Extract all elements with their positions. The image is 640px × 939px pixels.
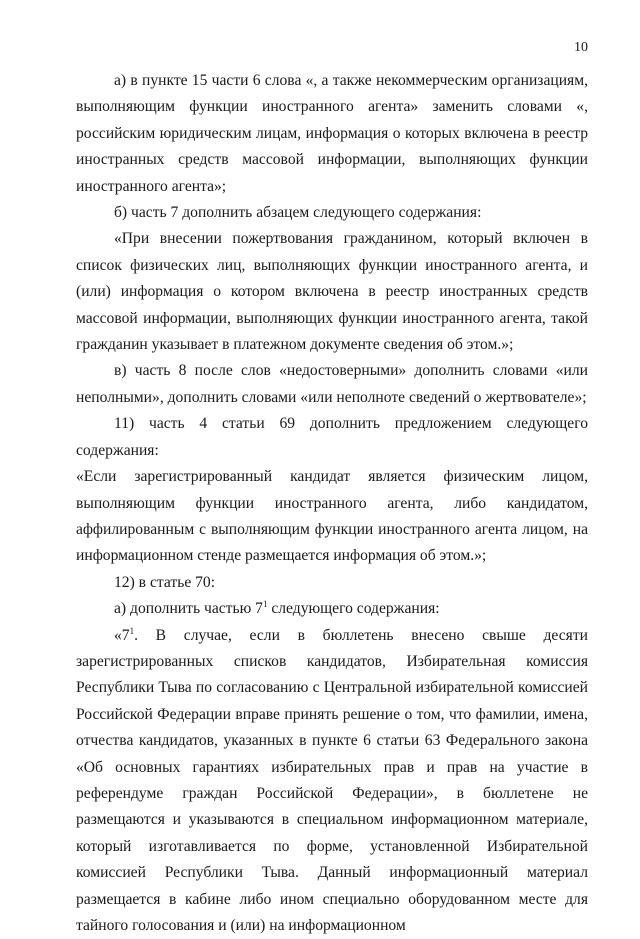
paragraph-quote-donation: «При внесении пожертвования гражданином, который включен в список физических лиц, выполняющих функции иностранного агента, и (или) информация о котором включена в реестр иностранных средств массовой информации, выполняющих функции иностранного агента, такой гражданин указывает в платежном документе сведения об этом.»; xyxy=(76,230,588,354)
paragraph-item-12: 12) в статье 70: xyxy=(114,573,216,591)
paragraph-a-text-after: следующего содержания: xyxy=(267,600,440,618)
part-7-1-prefix: «7 xyxy=(114,626,130,644)
paragraph-a-superscript: 1 xyxy=(262,599,268,610)
paragraph-item-v: в) часть 8 после слов «недостоверными» дополнить словами «или неполными», дополнить словами «или неполноте сведений о жертвователе»; xyxy=(76,362,588,406)
document-body xyxy=(76,68,588,939)
paragraph-item-b: б) часть 7 дополнить абзацем следующего содержания: xyxy=(114,204,482,222)
paragraph-item-a-7-1 xyxy=(76,596,588,622)
paragraph-quote-candidate: «Если зарегистрированный кандидат является физическим лицом, выполняющим функции иностранного агента, либо кандидатом, аффилированным с выполняющим функции иностранного агента лицом, на информационном стенде размещается информация об этом.»; xyxy=(76,468,588,565)
paragraph-item-a-15: а) в пункте 15 части 6 слова «, а также некоммерческим организациям, выполняющим функции иностранного агента» заменить словами «, российским юридическим лицам, информация о которых включена в реестр иностранных средств массовой информации, выполняющих функции иностранного агента»; xyxy=(76,72,588,195)
paragraph-item-11: 11) часть 4 статьи 69 дополнить предложением следующего содержания: xyxy=(76,415,588,459)
paragraph-a-text-before: а) дополнить частью 7 xyxy=(114,600,263,618)
part-7-1-text: . В случае, если в бюллетень внесено свыше десяти зарегистрированных списков кандидатов, Избирательная комиссия Республики Тыва по согласованию с Центральной избирательной комиссией Российской Федерации вправе принять решение о том, что фамилии, имена, отчества кандидатов, указанных в пункте 6 статьи 63 Федерального закона «Об основных гарантиях избирательных прав и прав на участие в референдуме граждан Российской Федерации», в бюллетене не размещаются и указываются в специальном информационном материале, который изготавливается по форме, установленной Избирательной комиссией Республики Тыва. Данный информационный материал размещается в кабине либо ином специально оборудованном месте для тайного голосования и (или) на информационном xyxy=(76,626,588,934)
page-number: 10 xyxy=(574,40,588,55)
paragraph-part-7-1 xyxy=(76,623,588,939)
part-7-1-superscript: 1 xyxy=(129,625,135,636)
